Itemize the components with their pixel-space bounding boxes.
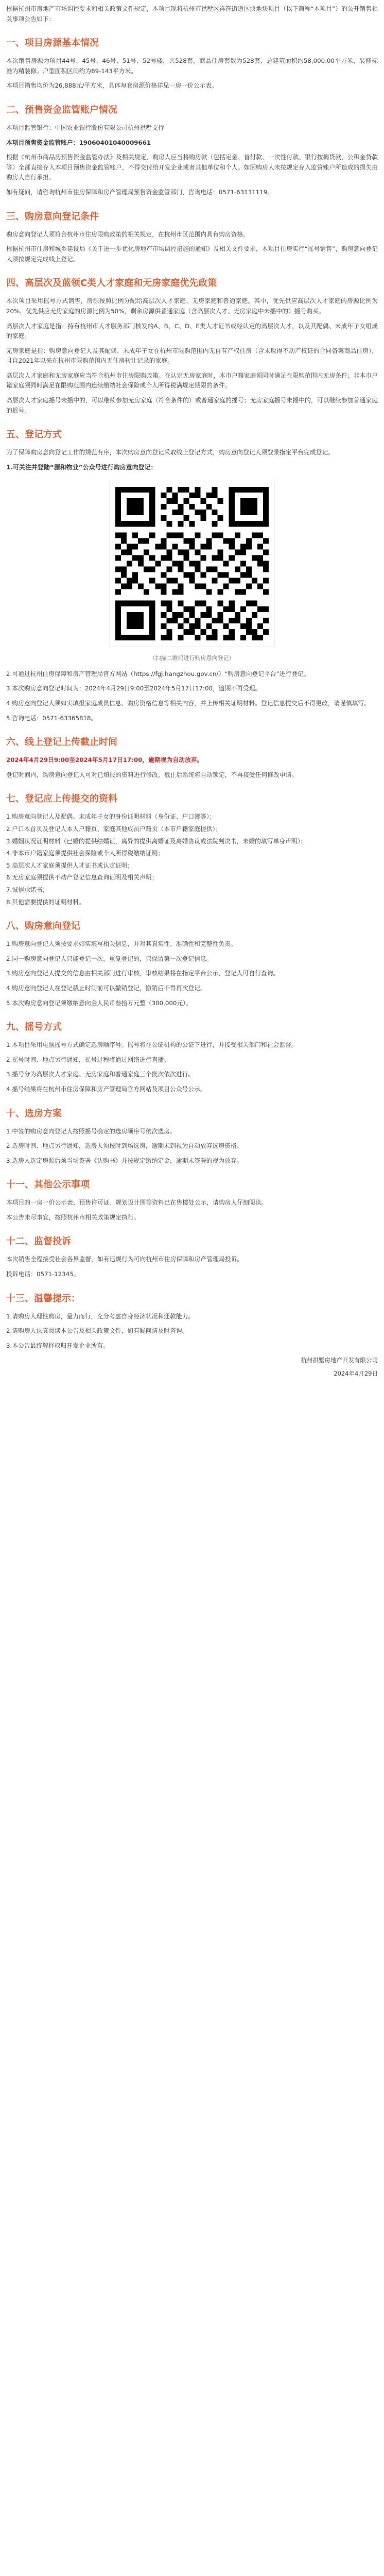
section-heading-4: 四、高层次及蓝领C类人才家庭和无房家庭优先政策 xyxy=(6,278,217,289)
section-4 xyxy=(6,276,378,416)
footer-company: 杭州拱墅房地产开发有限公司 xyxy=(301,1357,378,1364)
list-item: 3.婚姻状况证明材料（已婚的提供结婚证，离异的提供离婚证及离婚协议或法院判决书，未婚的填写单身声明）； xyxy=(6,837,307,845)
paragraph: 投诉电话：0571-12345。 xyxy=(6,1270,80,1278)
paragraph: 本项目的一房一价公示表、预售许可证、规划设计图等资料已在售楼处公示，请购房人仔细阅读。 xyxy=(6,1199,268,1207)
section-12 xyxy=(6,1234,378,1279)
paragraph: 本次项目采用摇号方式销售，房源按照比例分配给高层次人才家庭、无房家庭和普通家庭。其中，优先供应高层次人才家庭的房源比例为20%，优先供应无房家庭的房源比例为50%，剩余房源供普通家庭（含高层次人才、无房家庭中未摇中的）摇号购买。 xyxy=(6,297,378,315)
paragraph: 2.摇号时间、地点另行通知，摇号过程将通过网络进行直播。 xyxy=(6,1056,170,1063)
section-heading-5: 五、登记方式 xyxy=(6,429,62,440)
paragraph: 为了保障购房意向登记工作的规范有序，本次购房意向登记采取线上登记方式，购房意向登记人须登录指定平台完成登记。 xyxy=(6,449,335,456)
paragraph: 1.中签的购房意向登记人按照摇号确定的选房顺序号依次选房。 xyxy=(6,1127,176,1135)
paragraph: 高层次人才家庭摇号未摇中的，可以继续参加无房家庭（符合条件的）或普通家庭的摇号；无房家庭摇号未摇中的，可以继续参加普通家庭的摇号。 xyxy=(6,397,378,414)
paragraph: 3.选房人选定房源后须当场签署《认购书》并按规定缴纳定金，逾期未签署的视为放弃。 xyxy=(6,1157,243,1164)
section-heading-3: 三、购房意向登记条件 xyxy=(6,211,99,222)
paragraph: 3.摇号分为高层次人才家庭、无房家庭和普通家庭三个批次依次进行。 xyxy=(6,1071,195,1078)
section-heading-6: 六、线上登记上传截止时间 xyxy=(6,737,117,748)
paragraph: 3.购房意向登记人提交的信息由相关部门进行审核，审核结果将在指定平台公示，登记人可自行查询。 xyxy=(6,970,280,977)
section-3 xyxy=(6,209,378,265)
section-heading-12: 十二、监督投诉 xyxy=(6,1236,71,1247)
paragraph-bank: 本项目监管银行：中国农业银行股份有限公司杭州拱墅支行 xyxy=(6,124,164,131)
section-1 xyxy=(6,36,378,91)
list-item: 5.高层次人才家庭须提供人才证书或认定证明； xyxy=(6,861,134,869)
section-heading-11: 十一、其他公示事项 xyxy=(6,1179,90,1191)
intro-paragraph: 根据杭州市房地产市场调控要求和相关政策文件规定，本项目现将杭州市拱墅区祥符街道区块地块项目（以下简称“本项目”）的公开销售相关事项公告如下： xyxy=(6,5,378,23)
section-13 xyxy=(6,1291,378,1351)
paragraph: 5.本次购房意向登记须缴纳意向金人民币叁拾万元整（300,000元）。 xyxy=(6,999,192,1007)
section-9 xyxy=(6,1020,378,1094)
list-item: 6.无房家庭须提供不动产登记信息查询证明及相关声明； xyxy=(6,874,158,882)
list-item: 8.其他需要提供的证明材料。 xyxy=(6,898,85,906)
paragraph: 1.购房意向登记人须按要求如实填写相关信息，并对其真实性、准确性和完整性负责。 xyxy=(6,940,237,948)
paragraph: 2.同一购房意向登记人只能登记一次，重复登记的，只保留第一次登记信息。 xyxy=(6,955,213,962)
paragraph: 本公告未尽事宜，按照杭州市相关政策规定执行。 xyxy=(6,1213,140,1221)
paragraph: 本次销售全程接受社会各界监督，如有违规行为可向杭州市住房保障和房产管理局投诉。 xyxy=(6,1256,243,1263)
paragraph: 4.购房意向登记人须如实填报家庭成员信息、购房资格信息等相关内容，并上传相关证明材料。登记信息提交后不得更改，请谨慎填写。 xyxy=(6,700,371,707)
section-8 xyxy=(6,919,378,1008)
section-heading-10: 十、选房方案 xyxy=(6,1108,62,1119)
paragraph: 2.可通过杭州住房保障和房产管理局官方网站（https://fgj.hangzhou.gov.cn/）“购房意向登记平台”进行登记。 xyxy=(6,670,310,677)
paragraph: 1.本项目采用电脑摇号方式确定选房顺序号。摇号将在公证机构的公证下进行，并接受相关部门和社会监督。 xyxy=(6,1041,298,1049)
paragraph: 无房家庭是指：购房意向登记人及其配偶、未成年子女在杭州市限购范围内无自有产权住房（含未取得不动产权证的合同备案商品住房），且自2021年以来在杭州市限购范围内无住房转让记录的家庭。 xyxy=(6,347,378,365)
footer-date: 2024年4月29日 xyxy=(334,1370,378,1378)
paragraph: 4.摇号结果将在杭州市住房保障和房产管理局官方网站及项目公众号公示。 xyxy=(6,1085,206,1093)
qr-code-icon xyxy=(110,481,274,646)
section-heading-13: 十三、温馨提示： xyxy=(6,1293,80,1304)
section-heading-9: 九、摇号方式 xyxy=(6,1022,62,1033)
list-item: 1.购房意向登记人及配偶、未成年子女的身份证明材料（身份证、户口簿等）； xyxy=(6,813,216,821)
deadline-paragraph: 2024年4月29日9:00至2024年5月17日17:00，逾期视为自动放弃。 xyxy=(6,756,203,764)
qr-code-image[interactable] xyxy=(109,481,275,647)
section-heading-7: 七、登记应上传提交的资料 xyxy=(6,793,117,805)
section-heading-8: 八、购房意向登记 xyxy=(6,921,80,932)
paragraph: 2.请购房人认真阅读本公告及相关政策文件，如有疑问请及时咨询。 xyxy=(6,1327,188,1335)
paragraph: 如有疑问，请咨询杭州市住房保障和房产管理局预售资金监管部门，咨询电话：0571-63131119。 xyxy=(6,188,274,196)
paragraph: 本次销售房源为项目44号、45号、46号、51号、52号楼，共528套，商品住房套数为528套，总建筑面积约58,000.00平方米，装修标准为精装修。户型面积区间约为89-143平方米。 xyxy=(6,57,378,75)
paragraph: 根据杭州市住房和城乡建设局《关于进一步优化房地产市场调控措施的通知》及相关文件要求，本项目住房实行“摇号销售”，购房意向登记人须按规定完成线上登记。 xyxy=(6,245,378,263)
qr-instruction: 1.可关注并登陆“源和物业”公众号进行购房意向登记： xyxy=(6,463,157,471)
paragraph-account: 本项目预售资金监管账户：19060401040009661 xyxy=(6,139,151,146)
paragraph: 5.咨询电话：0571-63365818。 xyxy=(6,714,97,722)
section-heading-2: 二、预售资金监管账户情况 xyxy=(6,104,117,115)
section-5 xyxy=(6,427,378,723)
paragraph: 购房意向登记人须符合杭州市住房限购政策的相关规定，在杭州市区范围内具有购房资格。 xyxy=(6,230,249,238)
paragraph: 4.购房意向登记人在登记截止时间前可以撤销登记，撤销后不得再次登记。 xyxy=(6,984,206,992)
paragraph: 2.选房时间、地点另行通知，选房人须按时到场选房，逾期未到视为自动放弃选房资格。 xyxy=(6,1142,243,1150)
paragraph: 高层次人才家庭和无房家庭应当符合杭州市住房限购政策。在认定无房家庭时，本市户籍家庭须同时满足在限购范围内无房条件；非本市户籍家庭须同时满足在限购范围内连续缴纳社会保险或个人所得税满规定期限的条件。 xyxy=(6,371,378,389)
list-item: 4.非本市户籍家庭须提供社会保险或个人所得税缴纳证明； xyxy=(6,850,164,857)
list-item: 7.诚信承诺书； xyxy=(6,886,49,893)
section-10 xyxy=(6,1106,378,1166)
section-7 xyxy=(6,791,378,907)
qr-code-container xyxy=(6,474,378,650)
paragraph: 3.本次购房意向登记时间为：2024年4月29日9:00至2024年5月17日17:00，逾期不再受理。 xyxy=(6,685,261,692)
paragraph: 3.本公告最终解释权归开发企业所有。 xyxy=(6,1342,110,1349)
paragraph: 1.请购房人理性购房，量力而行，充分考虑自身经济状况和还款能力。 xyxy=(6,1312,195,1320)
qr-caption: （扫描二维码进行购房意向登记） xyxy=(149,654,235,662)
section-11 xyxy=(6,1177,378,1223)
section-6 xyxy=(6,735,378,780)
paragraph: 本项目销售均价为26,888元/平方米，具体每套房源价格详见一房一价公示表。 xyxy=(6,82,218,90)
paragraph: 高层次人才家庭是指：持有杭州市人才服务部门核发的A、B、C、D、E类人才证书或经认定的高层次人才，以及其配偶、未成年子女组成的家庭。 xyxy=(6,322,378,340)
paragraph: 登记时间内，购房意向登记人可对已填报的资料进行修改，截止后系统将自动锁定，不再接受任何修改申请。 xyxy=(6,771,298,778)
section-heading-1: 一、项目房源基本情况 xyxy=(6,38,99,49)
section-2 xyxy=(6,103,378,198)
paragraph: 根据《杭州市商品房预售资金监管办法》及相关规定，购房人应当将购房款（包括定金、首付款、一次性付款、银行按揭贷款、公积金贷款等）全部直接存入本项目预售资金监管账户，不得交付给开发企业或者其他单位和个人。如因购房人未按规定存入监管账户所造成的损失由购房人自行承担。 xyxy=(6,154,378,181)
list-item: 2.户口本首页及登记人本人户籍页、家庭其他成员户籍页（本市户籍家庭提供）； xyxy=(6,825,222,833)
